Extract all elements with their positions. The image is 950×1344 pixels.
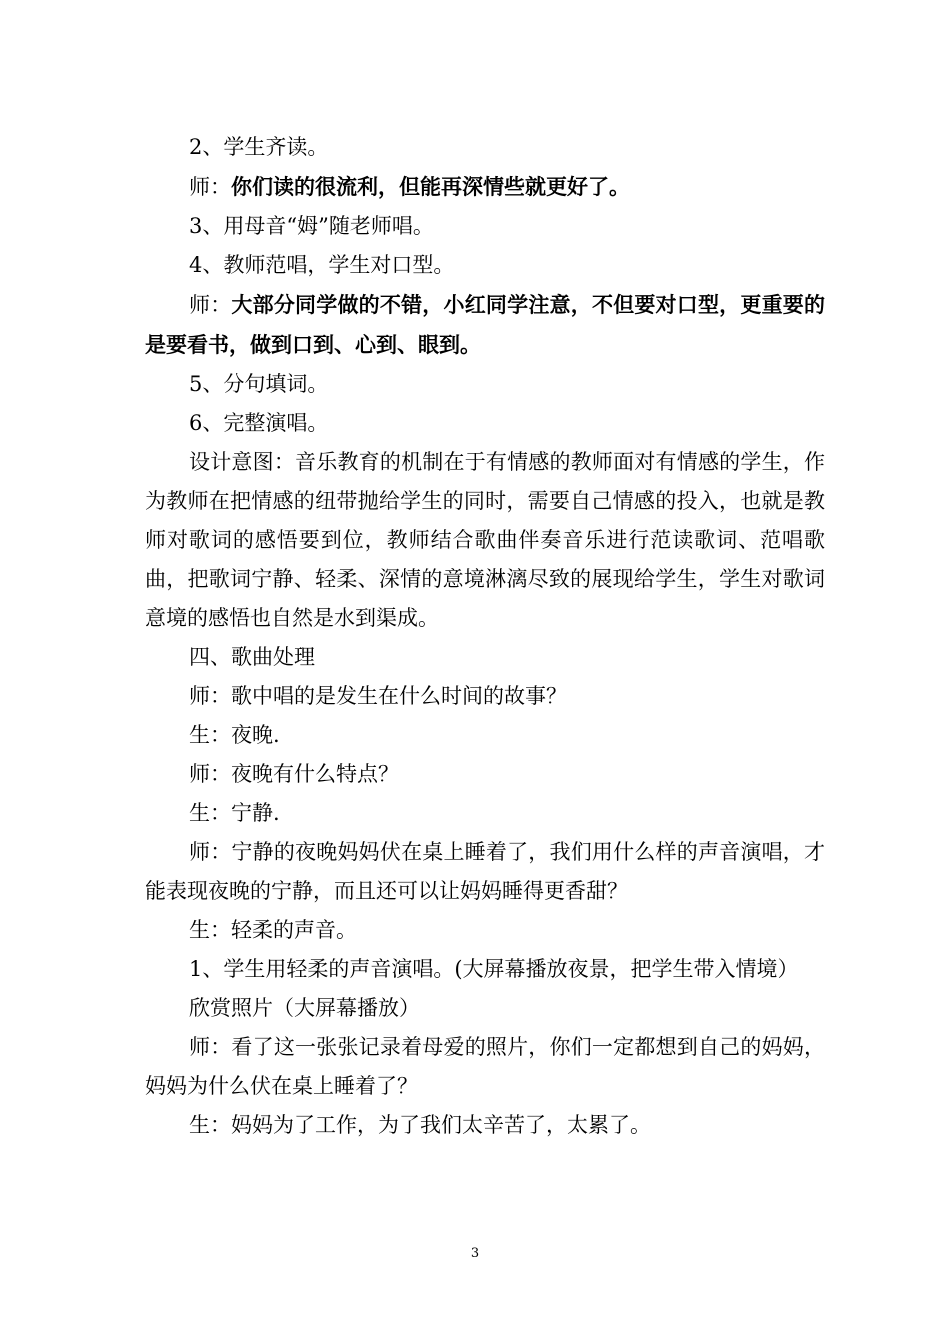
paragraph-text: 师：看了这一张张记录着母爱的照片，你们一定都想到自己的妈妈，妈妈为什么伏在桌上睡着了？ [145, 1035, 825, 1098]
paragraph-7 [145, 404, 825, 443]
paragraph-text: 5、分句填词。 [189, 372, 329, 396]
paragraph-text: 2、学生齐读。 [189, 135, 329, 159]
paragraph-text: 6、完整演唱。 [189, 411, 329, 435]
document-body [145, 128, 825, 1145]
paragraph-3 [145, 207, 825, 246]
paragraph-16 [145, 950, 825, 989]
paragraph-4 [145, 246, 825, 285]
paragraph-text: 师：夜晚有什么特点？ [189, 762, 399, 786]
paragraph-1 [145, 128, 825, 167]
paragraph-19 [145, 1106, 825, 1145]
paragraph-text: 生：宁静. [189, 801, 280, 825]
paragraph-5 [145, 285, 825, 365]
paragraph-14 [145, 833, 825, 911]
bold-text: 你们读的很流利，但能再深情些就更好了。 [231, 174, 630, 199]
paragraph-8 [145, 443, 825, 638]
section-heading: 四、歌曲处理 [189, 645, 315, 669]
paragraph-13 [145, 794, 825, 833]
paragraph-text: 师：宁静的夜晚妈妈伏在桌上睡着了，我们用什么样的声音演唱，才能表现夜晚的宁静，而且还可以让妈妈睡得更香甜？ [145, 840, 825, 903]
page-number: 3 [470, 1246, 480, 1261]
paragraph-12 [145, 755, 825, 794]
paragraph-text: 生：妈妈为了工作，为了我们太辛苦了，太累了。 [189, 1113, 651, 1137]
paragraph-text: 欣赏照片（大屏幕播放） [189, 996, 420, 1020]
paragraph-text: 师：歌中唱的是发生在什么时间的故事？ [189, 684, 567, 708]
paragraph-18 [145, 1028, 825, 1106]
paragraph-2 [145, 167, 825, 207]
bold-text: 大部分同学做的不错，小红同学注意，不但要对口型，更重要的是要看书，做到口到、心到、眼到。 [145, 292, 826, 357]
speaker-label: 师： [189, 175, 231, 199]
paragraph-17 [145, 989, 825, 1028]
speaker-label: 师： [189, 293, 232, 317]
paragraph-9 [145, 638, 825, 677]
paragraph-text: 生：夜晚. [189, 723, 280, 747]
paragraph-text: 3、用母音“姆”随老师唱。 [189, 214, 434, 238]
paragraph-text: 生：轻柔的声音。 [189, 918, 357, 942]
paragraph-6 [145, 365, 825, 404]
paragraph-text: 4、教师范唱，学生对口型。 [189, 253, 455, 277]
paragraph-text: 1、学生用轻柔的声音演唱。(大屏幕播放夜景，把学生带入情境） [189, 957, 799, 981]
paragraph-11 [145, 716, 825, 755]
paragraph-text: 设计意图：音乐教育的机制在于有情感的教师面对有情感的学生，作为教师在把情感的纽带抛给学生的同时，需要自己情感的投入，也就是教师对歌词的感悟要到位，教师结合歌曲伴奏音乐进行范读歌词、范唱歌曲，把歌词宁静、轻柔、深情的意境淋漓尽致的展现给学生，学生对歌词意境的感悟也自然是水到渠成。 [145, 450, 825, 630]
paragraph-15 [145, 911, 825, 950]
paragraph-10 [145, 677, 825, 716]
